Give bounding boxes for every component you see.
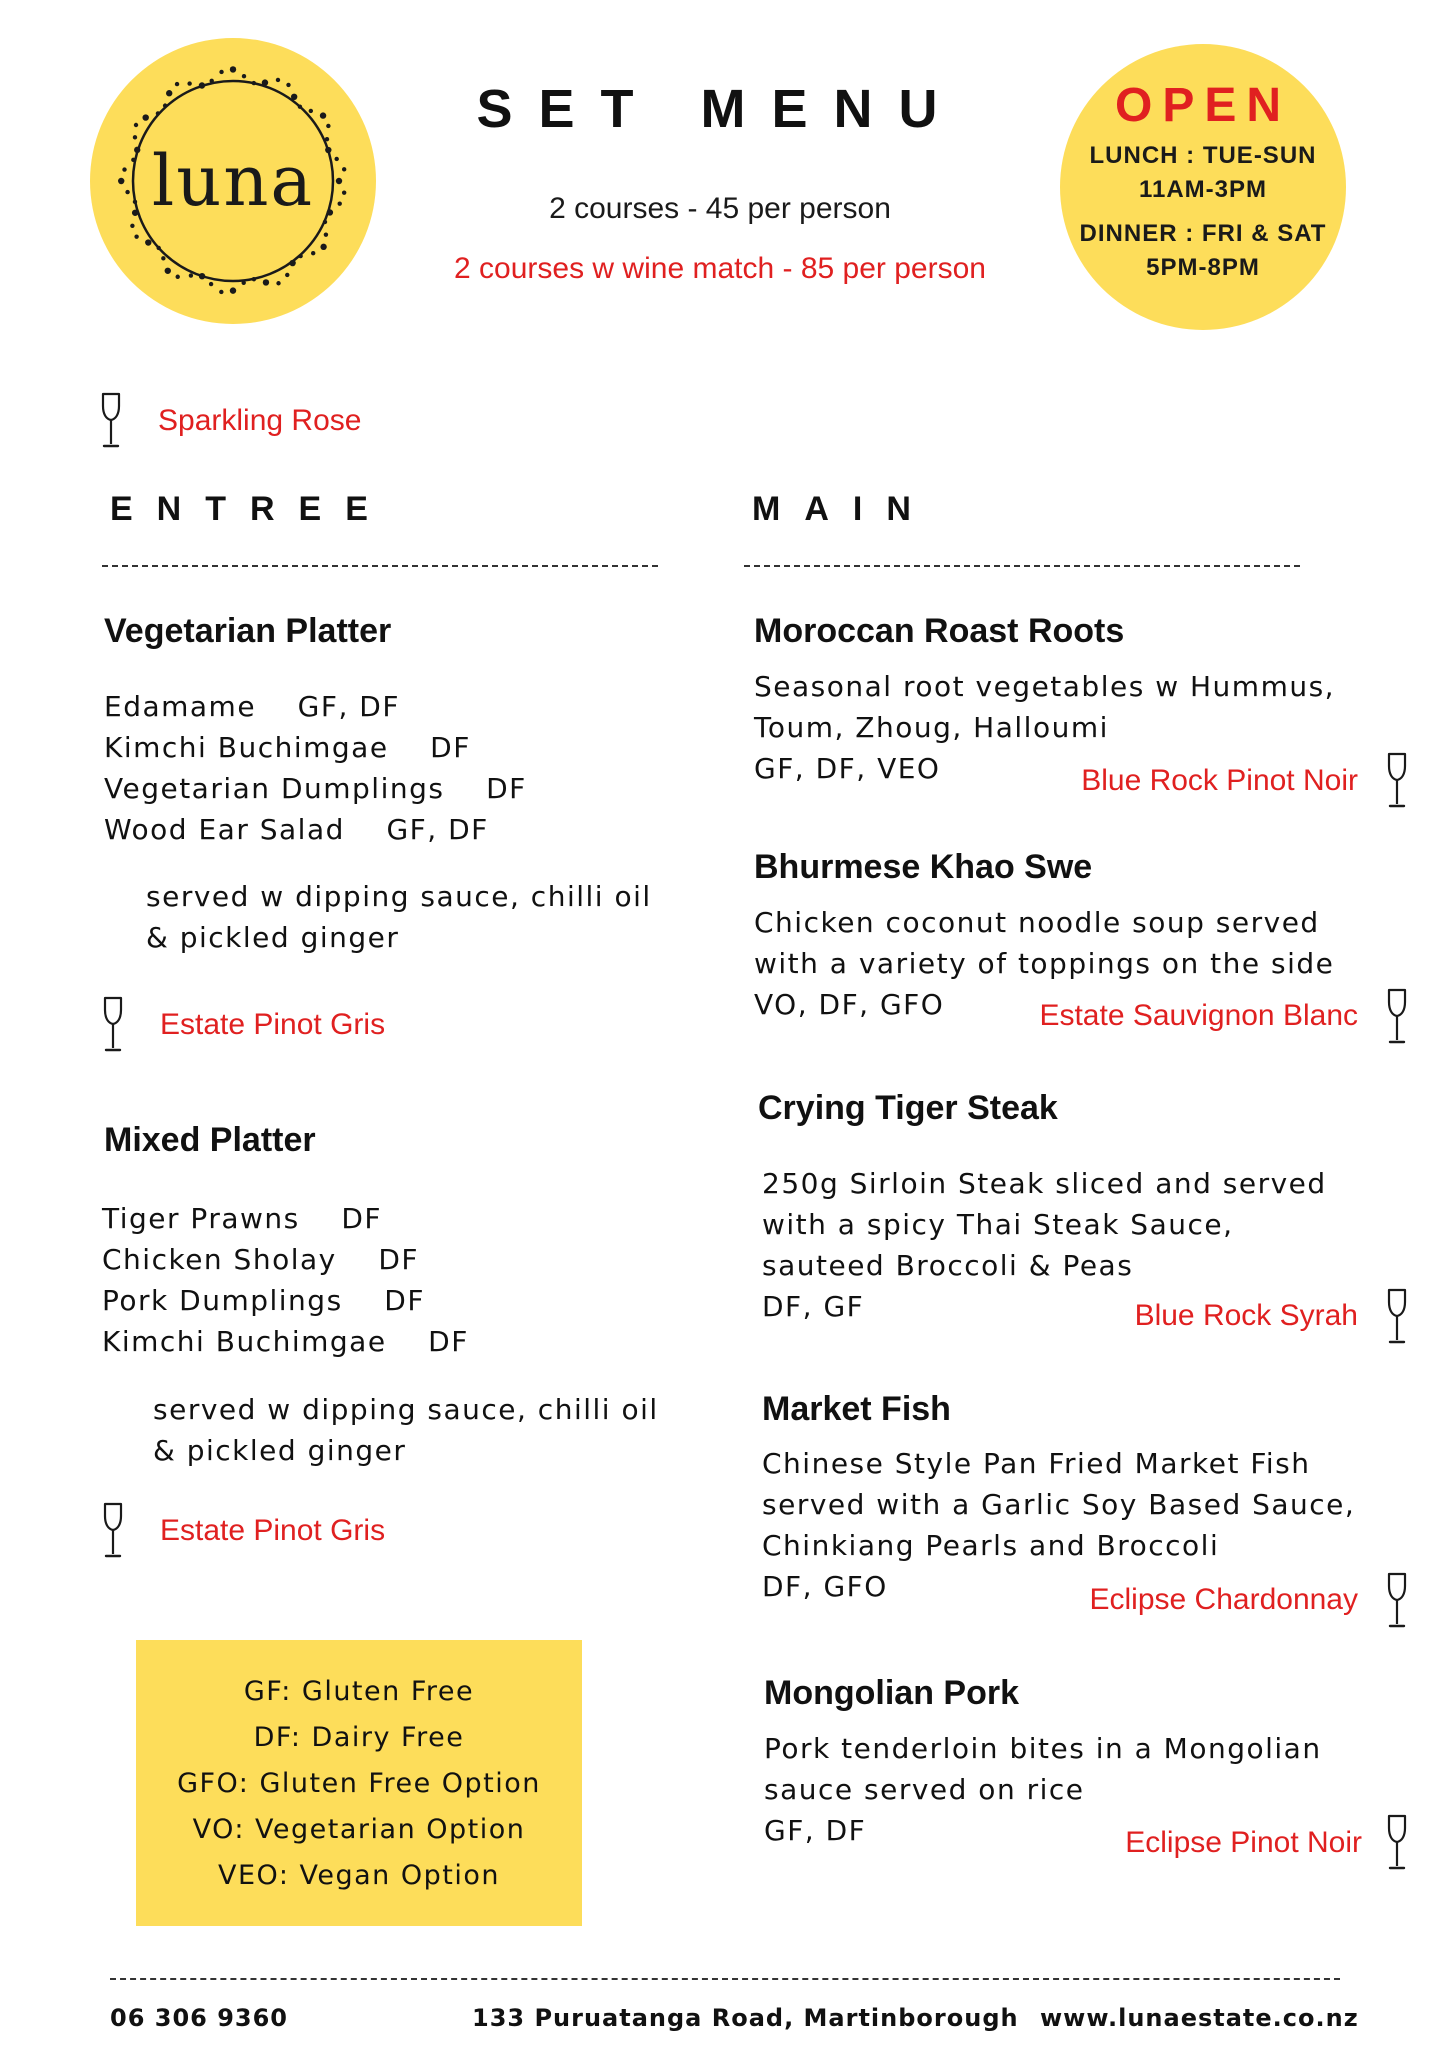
entree-item: Kimchi Buchimgae DF bbox=[102, 1325, 469, 1358]
main-dish-title: Moroccan Roast Roots bbox=[754, 612, 1125, 650]
legend-item: GF: Gluten Free bbox=[243, 1676, 475, 1707]
entree-note: served w dipping sauce, chilli oil bbox=[146, 880, 652, 913]
wine-glass-icon bbox=[100, 1502, 126, 1560]
dinner-hours: 5PM-8PM bbox=[1146, 254, 1260, 281]
opening-hours-badge bbox=[1060, 44, 1346, 330]
entree-note: served w dipping sauce, chilli oil bbox=[153, 1393, 659, 1426]
luna-logo bbox=[90, 38, 376, 324]
footer-address: 133 Puruatanga Road, Martinborough bbox=[472, 2004, 1019, 2032]
entree-heading: ENTREE bbox=[110, 490, 392, 528]
main-dish-line: Toum, Zhoug, Halloumi bbox=[754, 711, 1109, 744]
legend-item: GFO: Gluten Free Option bbox=[177, 1768, 541, 1799]
entree-item: Vegetarian Dumplings DF bbox=[104, 772, 527, 805]
price-two-courses: 2 courses - 45 per person bbox=[549, 192, 891, 225]
main-wine-match: Blue Rock Syrah bbox=[1134, 1299, 1358, 1332]
main-dish-line: sauce served on rice bbox=[764, 1773, 1085, 1806]
entree-wine-match: Estate Pinot Gris bbox=[160, 1514, 386, 1547]
wine-glass-icon bbox=[1384, 988, 1410, 1046]
main-dish-line: Seasonal root vegetables w Hummus, bbox=[754, 670, 1336, 703]
main-wine-match: Eclipse Pinot Noir bbox=[1125, 1826, 1362, 1859]
main-dish-line: DF, GF bbox=[762, 1290, 865, 1323]
legend-item: VO: Vegetarian Option bbox=[192, 1814, 526, 1845]
main-dish-line: Chinese Style Pan Fried Market Fish bbox=[762, 1447, 1311, 1480]
main-dish-title: Bhurmese Khao Swe bbox=[754, 848, 1093, 886]
entree-item: Tiger Prawns DF bbox=[102, 1202, 382, 1235]
main-heading: MAIN bbox=[752, 490, 935, 528]
wine-glass-icon bbox=[1384, 1814, 1410, 1872]
main-dish-line: GF, DF bbox=[764, 1814, 867, 1847]
wine-glass-icon bbox=[98, 392, 124, 450]
entree-item: Pork Dumplings DF bbox=[102, 1284, 425, 1317]
main-dish-title: Mongolian Pork bbox=[764, 1674, 1019, 1712]
main-dish-line: 250g Sirloin Steak sliced and served bbox=[762, 1167, 1327, 1200]
entree-item: Edamame GF, DF bbox=[104, 690, 400, 723]
legend-item: VEO: Vegan Option bbox=[218, 1860, 500, 1891]
lunch-hours: 11AM-3PM bbox=[1138, 176, 1268, 203]
dietary-legend bbox=[136, 1640, 582, 1926]
main-dish-line: DF, GFO bbox=[762, 1570, 888, 1603]
main-wine-match: Eclipse Chardonnay bbox=[1089, 1583, 1358, 1616]
main-wine-match: Estate Sauvignon Blanc bbox=[1039, 999, 1358, 1032]
entree-dish-title: Mixed Platter bbox=[104, 1121, 316, 1159]
entree-item: Wood Ear Salad GF, DF bbox=[104, 813, 489, 846]
wine-glass-icon bbox=[1384, 1572, 1410, 1630]
entree-note: & pickled ginger bbox=[146, 921, 400, 954]
main-divider bbox=[744, 565, 1300, 567]
main-dish-line: Chinkiang Pearls and Broccoli bbox=[762, 1529, 1220, 1562]
entree-item: Chicken Sholay DF bbox=[102, 1243, 419, 1276]
footer-phone: 06 306 9360 bbox=[110, 2004, 289, 2032]
wine-glass-icon bbox=[100, 996, 126, 1054]
wine-glass-icon bbox=[1384, 752, 1410, 810]
main-dish-line: served with a Garlic Soy Based Sauce, bbox=[762, 1488, 1356, 1521]
entree-note: & pickled ginger bbox=[153, 1434, 407, 1467]
main-dish-line: GF, DF, VEO bbox=[754, 752, 941, 785]
wine-glass-icon bbox=[1384, 1288, 1410, 1346]
entree-divider bbox=[102, 565, 658, 567]
dinner-days: DINNER : FRI & SAT bbox=[1079, 220, 1327, 247]
entree-item: Kimchi Buchimgae DF bbox=[104, 731, 471, 764]
page-title: SET MENU bbox=[476, 79, 964, 139]
logo-text: luna bbox=[151, 140, 315, 222]
footer-divider bbox=[110, 1978, 1340, 1980]
main-dish-title: Crying Tiger Steak bbox=[758, 1089, 1058, 1127]
main-dish-line: with a spicy Thai Steak Sauce, bbox=[762, 1208, 1234, 1241]
lunch-days: LUNCH : TUE-SUN bbox=[1089, 142, 1317, 169]
entree-wine-match: Estate Pinot Gris bbox=[160, 1008, 386, 1041]
welcome-wine: Sparkling Rose bbox=[158, 404, 362, 437]
main-dish-title: Market Fish bbox=[762, 1390, 951, 1428]
main-dish-line: with a variety of toppings on the side bbox=[754, 947, 1335, 980]
footer-website: www.lunaestate.co.nz bbox=[1040, 2004, 1359, 2032]
main-dish-line: VO, DF, GFO bbox=[754, 988, 945, 1021]
main-dish-line: sauteed Broccoli & Peas bbox=[762, 1249, 1134, 1282]
legend-item: DF: Dairy Free bbox=[253, 1722, 465, 1753]
price-wine-match: 2 courses w wine match - 85 per person bbox=[454, 252, 986, 285]
main-wine-match: Blue Rock Pinot Noir bbox=[1081, 764, 1358, 797]
main-dish-line: Pork tenderloin bites in a Mongolian bbox=[764, 1732, 1322, 1765]
entree-dish-title: Vegetarian Platter bbox=[104, 612, 392, 650]
open-title: OPEN bbox=[1114, 79, 1292, 132]
main-dish-line: Chicken coconut noodle soup served bbox=[754, 906, 1320, 939]
